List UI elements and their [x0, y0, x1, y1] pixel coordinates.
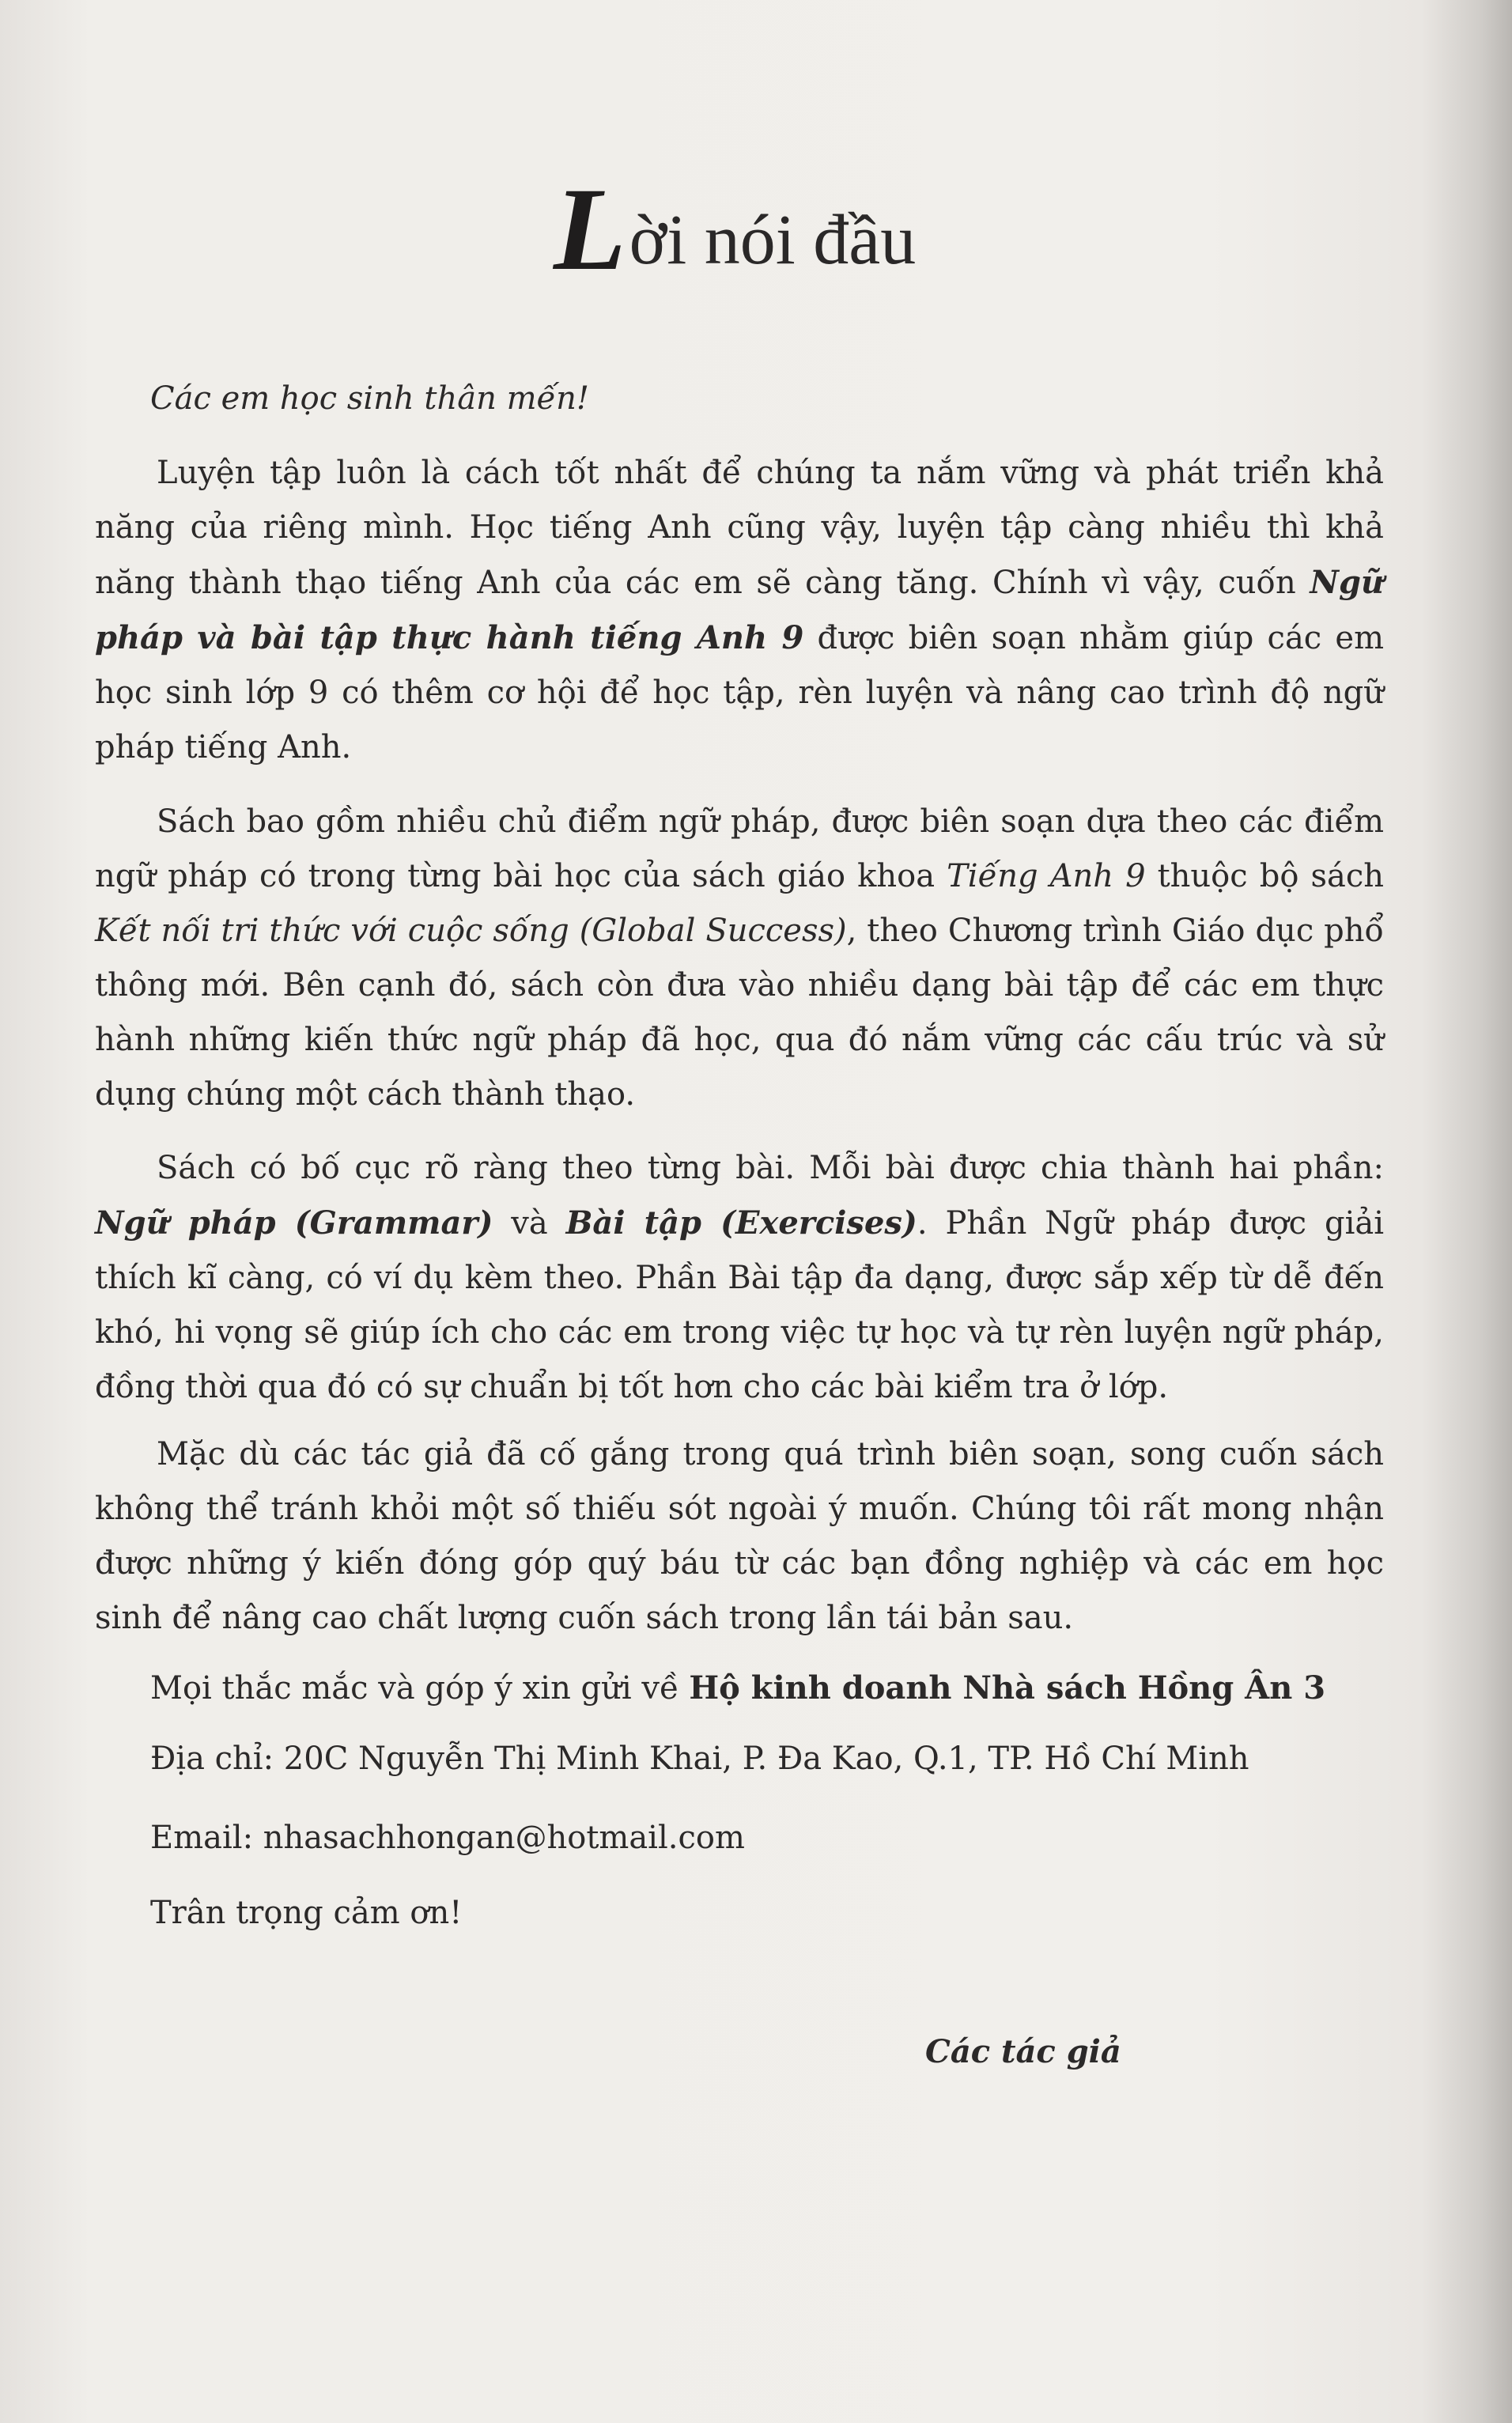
paragraph-2-text-c: , theo Chương trình Giáo dục phổ thông mới. Bên cạnh đó, sách còn đưa vào nhiều dạng bài tập để các em thực hành những kiến thức ngữ pháp đã học, qua đó nắm vững các cấu trúc và sử dụng chúng một cách thành thạo.: [95, 913, 1385, 1113]
exercises-label: Bài tập (Exercises): [565, 1204, 917, 1242]
contact-intro: Mọi thắc mắc và góp ý xin gửi về: [150, 1670, 690, 1707]
paragraph-4: Mặc dù các tác giả đã cố gắng trong quá trình biên soạn, song cuốn sách không thể tránh khỏi một số thiếu sót ngoài ý muốn. Chúng tôi rất mong nhận được những ý kiến đóng góp quý báu từ các bạn đồng nghiệp và các em học sinh để nâng cao chất lượng cuốn sách trong lần tái bản sau.: [95, 1436, 1384, 1636]
page-title: [554, 162, 917, 295]
greeting: Các em học sinh thân mến!: [150, 380, 589, 417]
closing-line: Trân trọng cảm ơn!: [150, 1895, 463, 1931]
paragraph-3: [95, 1141, 1384, 1415]
book-title: Ngữ pháp và bài tập thực hành tiếng Anh 9: [95, 564, 1384, 656]
textbook-title: Tiếng Anh 9: [947, 858, 1146, 894]
contact-line: [150, 1661, 1325, 1716]
publisher-name: Hộ kinh doanh Nhà sách Hồng Ân 3: [689, 1669, 1326, 1707]
paragraph-2: [95, 795, 1384, 1122]
paragraph-1: [95, 446, 1384, 775]
paragraph-1-text-b: được biên soạn nhằm giúp các em học sinh lớp 9 có thêm cơ hội để học tập, rèn luyện và nâng cao trình độ ngữ pháp tiếng Anh.: [95, 620, 1385, 765]
title-drop-cap: L: [554, 164, 626, 295]
paragraph-3-text-c: . Phần Ngữ pháp được giải thích kĩ càng, có ví dụ kèm theo. Phần Bài tập đa dạng, được sắp xếp từ dễ đến khó, hi vọng sẽ giúp ích cho các em trong việc tự học và tự rèn luyện ngữ pháp, đồng thời qua đó có sự chuẩn bị tốt hơn cho các bài kiểm tra ở lớp.: [95, 1205, 1385, 1405]
title-text: ời nói đầu: [629, 201, 917, 279]
paragraph-2-text-b: thuộc bộ sách: [1145, 858, 1384, 894]
paragraph-3-text-b: và: [493, 1205, 566, 1242]
signature: Các tác giả: [925, 2033, 1121, 2070]
paragraph-1-text-a: Luyện tập luôn là cách tốt nhất để chúng ta nắm vững và phát triển khả năng của riêng mình. Học tiếng Anh cũng vậy, luyện tập càng nhiều thì khả năng thành thạo tiếng Anh của các em sẽ càng tăng. Chính vì vậy, cuốn: [95, 455, 1384, 601]
email-line: Email: nhasachhongan@hotmail.com: [150, 1820, 745, 1856]
paragraph-3-text-a: Sách có bố cục rõ ràng theo từng bài. Mỗi bài được chia thành hai phần:: [157, 1150, 1384, 1186]
paragraph-2-text-a: Sách bao gồm nhiều chủ điểm ngữ pháp, được biên soạn dựa theo các điểm ngữ pháp có trong từng bài học của sách giáo khoa: [95, 803, 1384, 894]
address-line: Địa chỉ: 20C Nguyễn Thị Minh Khai, P. Đa Kao, Q.1, TP. Hồ Chí Minh: [150, 1741, 1249, 1777]
series-title: Kết nối tri thức với cuộc sống (Global Success): [95, 913, 847, 949]
grammar-label: Ngữ pháp (Grammar): [95, 1204, 493, 1242]
